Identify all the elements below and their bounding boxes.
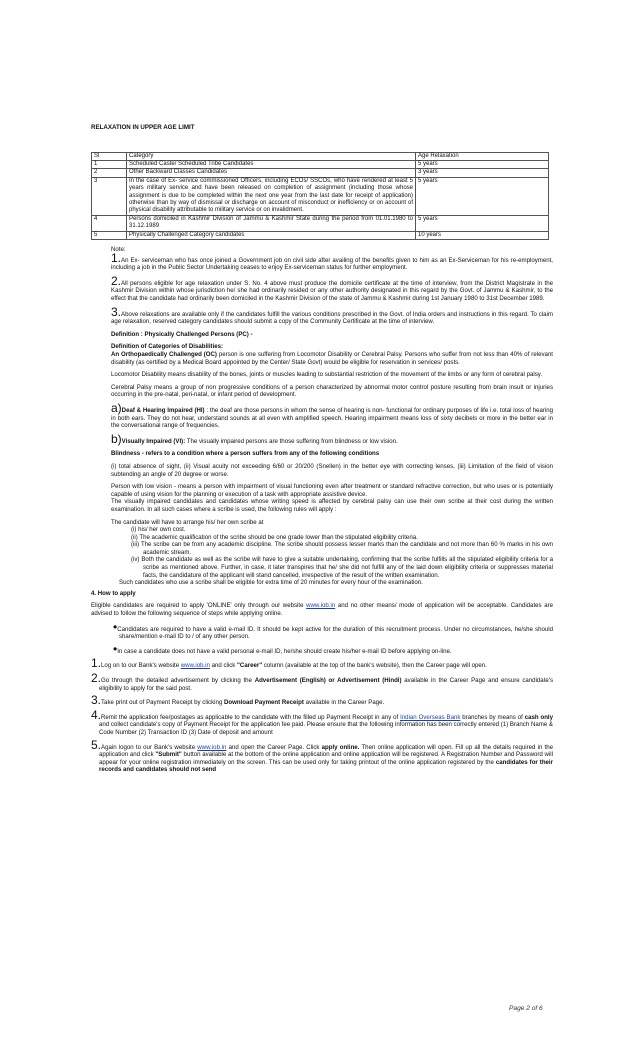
cell-sl: 4 — [92, 215, 127, 231]
note-item: 1.An Ex- serviceman who has once joined a Government job on civil side after availing of the benefits given to him as an Ex-Serviceman for his re-employment, including a job in the Public Sector Undertaking ceases to enjoy Ex-serviceman status for further employment. — [111, 250, 553, 272]
apply-intro: Eligible candidates are required to apply 'ONLINE' only through our website www.iob.in and no other means/ mode of application will be acceptable. Candidates are advised to follow the following sequence of steps while applying online. — [91, 602, 554, 618]
categories-heading: Definition of Categories of Disabilities: — [111, 343, 224, 351]
step-item: 3.Take print out of Payment Receipt by clicking Download Payment Receipt available in the Career Page. — [91, 693, 385, 708]
website-link[interactable]: www.iob.in — [180, 662, 210, 670]
low-vision-paragraph: Person with low vision - means a person with impairment of visual functioning even after treatment or standard refractive correction, but who uses or is potentially capable of using vision for the planning or execution of a task with appropriate assistive device. — [111, 483, 553, 498]
page-content — [91, 124, 553, 778]
table-row — [92, 177, 549, 215]
vi-paragraph: b)Visually Impaired (VI): The visually impaired persons are those suffering from blindness or low vision. — [111, 431, 398, 446]
table-row — [92, 169, 549, 177]
step-item: 4.Remit the application fee/postages as applicable to the candidate with the filled up Payment Receipt in any of Indian Overseas Bank branches by means of cash only and collect candidate's copy of Payment Receipt for the application fee paid. Please ensure that the following information has been correctly entered (1) Branch Name & Code Number (2) Transaction ID (3) Date of deposit and amount — [91, 707, 553, 736]
scribe-rules-list — [111, 526, 553, 579]
scribe-arrange: The candidate will have to arrange his/ her own scribe at — [111, 518, 264, 526]
cell-sl: 5 — [92, 231, 127, 239]
iob-link[interactable]: Indian Overseas Bank — [400, 713, 461, 721]
list-item: (ii) The academic qualification of the scribe should be one grade lower than the stipulated eligibility criteria. — [131, 533, 418, 541]
cell-sl: 3 — [92, 177, 127, 215]
oc-paragraph: An Orthopaedically Challenged (OC) person is one suffering from Locomotor Disability or Cerebral Palsy. Persons who suffer from not less than 40% of relevant disability (as certified by a Medical Board appointed by the Center/ State Govt) would be eligible for reservation in services/ posts. — [111, 351, 553, 366]
scribe-intro: The visually impaired candidates and candidates whose writing speed is affected by cerebral palsy can use their own scribe at their cost during the written examination. In all such cases where a scribe is used, the following rules will apply : — [111, 498, 553, 513]
cell-age: 5 years — [416, 177, 549, 215]
cell-category: Other Backward Classes Candidates — [127, 169, 416, 177]
table-header-row — [92, 152, 549, 160]
header-sl: Sl — [92, 152, 127, 160]
step-item: 2.Go through the detailed advertisement by clicking the Advertisement (English) or Advertisement (Hindi) available in the Career Page and ensure candidate's eligibility to apply for the said post. — [91, 671, 553, 692]
bullet-icon: • — [113, 641, 118, 656]
apply-steps — [91, 619, 554, 774]
how-to-apply-heading: 4. How to apply — [91, 589, 136, 597]
age-relaxation-table — [91, 152, 549, 240]
cell-sl: 2 — [92, 169, 127, 177]
note-item: 2.All persons eligible for age relaxation under S. No. 4 above must produce the domicile certificate at the time of interview, from the District Magistrate in the Kashmir Division within whose jurisdiction he/ she had ordinarily resided or any other authority designated in this regard by the Govt. of Jammu & Kashmir, to the effect that the candidate had ordinarily been domiciled in the Kashmir Division of the state of Jammu & Kashmir during 1st January 1980 to 31st December 1989. — [111, 273, 553, 303]
cell-age: 10 years — [416, 231, 549, 239]
step-item: 1.Log on to our Bank's website www.iob.in and click "Career" column (available at the top of the bank's website), then the Career page will open. — [91, 656, 487, 671]
cell-sl: 1 — [92, 161, 127, 169]
list-item: (i) his/ her own cost. — [131, 526, 186, 534]
section-heading: RELAXATION IN UPPER AGE LIMIT — [91, 124, 195, 131]
cell-category: Persons domiciled in Kashmir Division of Jammu & Kashmir State during the period from 01.01.1980 to 31.12.1989 — [127, 215, 416, 231]
cell-category: In the case of Ex- service commissioned Officers, including ECOs/ SSCOs, who have rendered at least 5 years military service and have been released on completion of assignment (including those whose assignment is due to be completed within the next one year from the last date for receipt of application) otherwise than by way of dismissal or discharge on account of misconduct or inefficiency or on account of physical disability attributable to military service or on invalidment. — [127, 177, 416, 215]
bullet-icon: • — [113, 619, 118, 634]
pc-definition: Definition : Physically Challenged Persons (PC) - — [111, 330, 253, 338]
note-label: Note: — [111, 246, 126, 254]
list-item: (iv) Both the candidate as well as the scribe will have to give a suitable undertaking, confirming that the scribe fulfills all the stipulated eligibility criteria for a scribe as mentioned above. Further, in case, it later transpires that he/ she did not fulfill any of the laid down eligibility criteria or suppresses material facts, the candidature of the applicant will stand cancelled, irrespective of the result of the written examination. — [131, 556, 553, 579]
page-number: Page 2 of 6 — [509, 1005, 543, 1012]
cell-age: 3 years — [416, 169, 549, 177]
hi-paragraph: a)Deaf & Hearing Impaired (HI) : the deaf are those persons in whom the sense of hearing is non- functional for ordinary purposes of life i.e. total loss of hearing in both ears. They do not hear, understand sounds at all even with amplified speech. Hearing impairment means loss of sixty decibels or more in the better ear in the conversational range of frequencies. — [111, 400, 553, 430]
extra-time: Such candidates who use a scribe shall be eligible for extra time of 20 minutes for every hour of the examination. — [119, 579, 423, 587]
table-row — [92, 215, 549, 231]
cell-category: Scheduled Caste/ Scheduled Tribe Candidates — [127, 161, 416, 169]
website-link[interactable]: www.iob.in — [197, 743, 227, 751]
blindness-heading: Blindness - refers to a condition where a person suffers from any of the following conditions — [111, 450, 380, 458]
cell-age: 5 years — [416, 161, 549, 169]
header-category: Category — [127, 152, 416, 160]
step-item: 5.Again logon to our Bank's website www.iob.in and open the Career Page. Click apply online. Then online application will open. Fill up all the details required in the application and click "Submit" button available at the bottom of the online application and online application will be registered. A Registration Number and Password will appear for your online registration immediately on the screen. This can be used only for taking printout of the online application registered by the candidates for their records and candidates should not send — [91, 737, 554, 774]
cell-category: Physically Challenged Category candidates — [127, 231, 416, 239]
cell-age: 5 years — [416, 215, 549, 231]
locomotor-paragraph: Locomotor Disability means disability of the bones, joints or muscles leading to substantial restriction of the movement of the limbs or any form of cerebral palsy. — [111, 371, 543, 379]
note-item: 3.Above relaxations are available only if the candidates fulfill the various conditions prescribed in the Govt. of India orders and instructions in this regard. To claim age relaxation, reserved category candidates should submit a copy of the Community Certificate at the time of interview. — [111, 304, 553, 326]
bullet-item: •Candidates are required to have a valid e-mail ID. It should be kept active for the duration of this recruitment process. Under no circumstances, he/she should share/mention e-mail ID to / of any other person. — [113, 619, 553, 641]
table-row — [92, 161, 549, 169]
website-link[interactable]: www.iob.in — [306, 602, 336, 610]
bullet-item: •In case a candidate does not have a valid personal e-mail ID, he/she should create his/her e-mail ID before applying on-line. — [113, 641, 452, 656]
table-row — [92, 231, 549, 239]
cerebral-paragraph: Cerebral Palsy means a group of non progressive conditions of a person characterized by abnormal motor control posture resulting from brain insult or injuries occurring in the pre-natal, peri-natal, or infant period of development. — [111, 383, 553, 399]
blindness-paragraph: (i) total absence of sight, (ii) Visual acuity not exceeding 6/60 or 20/200 (Snellen) in the better eye with correcting lenses, (iii) Limitation of the field of vision subtending an angle of 20 degree or worse. — [111, 462, 553, 478]
header-age-relaxation: Age Relaxation — [416, 152, 549, 160]
notes-block — [91, 246, 553, 587]
list-item: (iii) The scribe can be from any academic discipline. The scribe should possess lesser marks than the candidate and not more than 60 % marks in his own academic stream. — [131, 541, 553, 556]
